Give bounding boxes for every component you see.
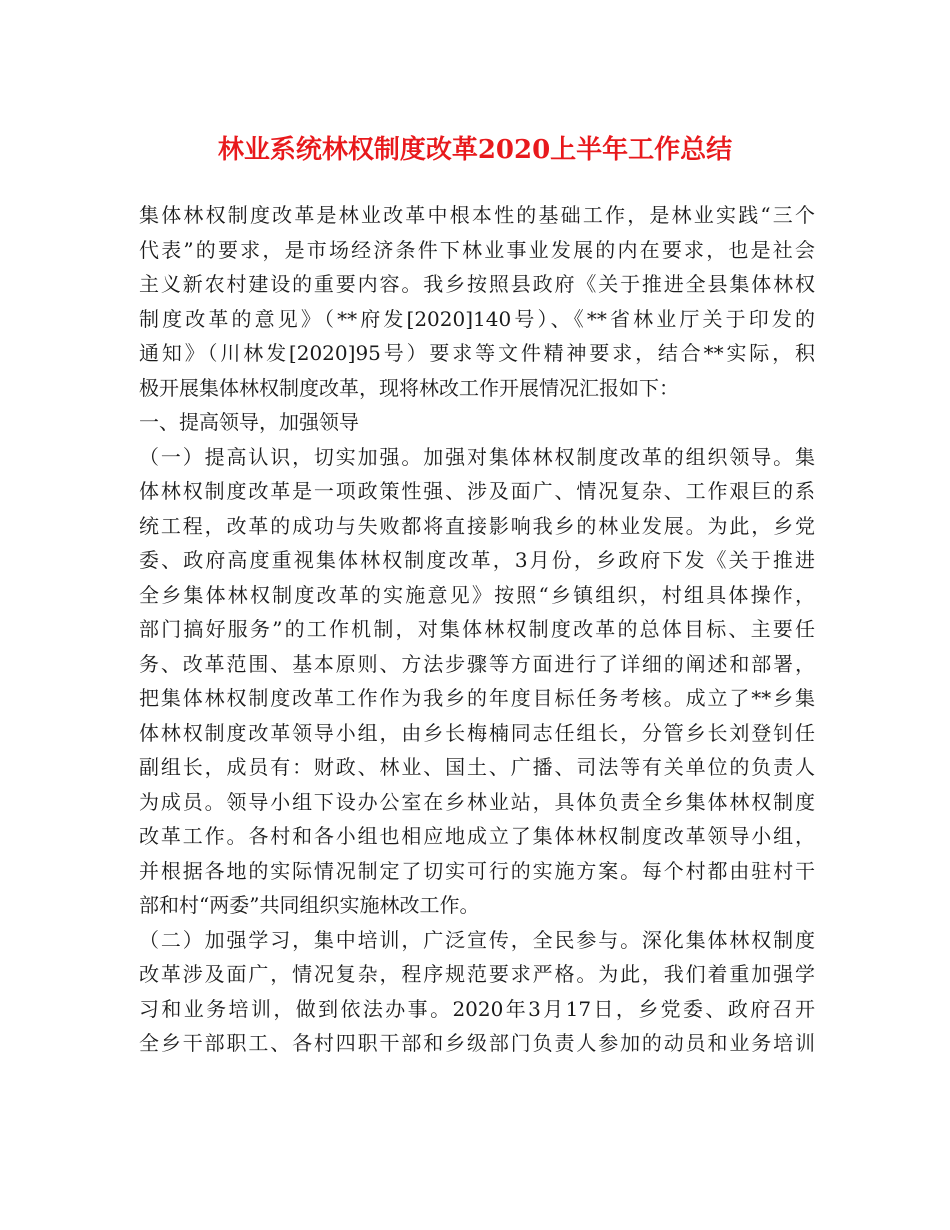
- document-title: 林业系统林权制度改革2020上半年工作总结: [217, 135, 733, 165]
- body-line: 一、提高领导，加强领导: [139, 410, 359, 434]
- body-line: 改革涉及面广，情况复杂，程序规范要求严格。为此，我们着重加强学: [139, 962, 815, 986]
- body-line: 务、改革范围、基本原则、方法步骤等方面进行了详细的阐述和部署，: [139, 651, 815, 676]
- body-line: 为成员。领导小组下设办公室在乡林业站，具体负责全乡集体林权制度: [139, 789, 815, 814]
- body-line: 全乡集体林权制度改革的实施意见》按照“乡镇组织，村组具体操作，: [139, 582, 815, 607]
- body-line: 极开展集体林权制度改革，现将林改工作开展情况汇报如下：: [139, 375, 679, 400]
- body-line: 改革工作。各村和各小组也相应地成立了集体林权制度改革领导小组，: [139, 824, 815, 848]
- body-line: 主义新农村建设的重要内容。我乡按照县政府《关于推进全县集体林权: [139, 272, 815, 296]
- body-line: 集体林权制度改革是林业改革中根本性的基础工作，是林业实践“三个: [139, 203, 815, 227]
- body-line: 全乡干部职工、各村四职干部和乡级部门负责人参加的动员和业务培训: [139, 1031, 815, 1055]
- body-line: 通知》（川林发[2020]95号）要求等文件精神要求，结合**实际，积: [139, 341, 815, 365]
- body-line: （一）提高认识，切实加强。加强对集体林权制度改革的组织领导。集: [139, 444, 815, 469]
- document-body: [139, 198, 815, 1061]
- body-line: 副组长，成员有：财政、林业、国土、广播、司法等有关单位的负责人: [139, 755, 815, 779]
- body-line: 把集体林权制度改革工作作为我乡的年度目标任务考核。成立了**乡集: [139, 686, 815, 710]
- body-line: 体林权制度改革是一项政策性强、涉及面广、情况复杂、工作艰巨的系: [139, 479, 815, 503]
- body-line: 代表”的要求，是市场经济条件下林业事业发展的内在要求，也是社会: [139, 237, 815, 262]
- body-line: 体林权制度改革领导小组，由乡长梅楠同志任组长，分管乡长刘登钊任: [139, 720, 815, 745]
- body-line: 统工程，改革的成功与失败都将直接影响我乡的林业发展。为此，乡党: [139, 513, 815, 538]
- body-line: 并根据各地的实际情况制定了切实可行的实施方案。每个村都由驻村干: [139, 858, 815, 883]
- body-line: 部门搞好服务”的工作机制，对集体林权制度改革的总体目标、主要任: [139, 617, 815, 641]
- body-line: 委、政府高度重视集体林权制度改革，3月份，乡政府下发《关于推进: [139, 548, 815, 572]
- body-line: （二）加强学习，集中培训，广泛宣传，全民参与。深化集体林权制度: [139, 927, 815, 952]
- body-line: 制度改革的意见》（**府发[2020]140号）、《**省林业厅关于印发的: [139, 306, 815, 331]
- body-line: 习和业务培训，做到依法办事。2020年3月17日，乡党委、政府召开: [139, 996, 815, 1021]
- body-line: 部和村“两委”共同组织实施林改工作。: [139, 893, 480, 917]
